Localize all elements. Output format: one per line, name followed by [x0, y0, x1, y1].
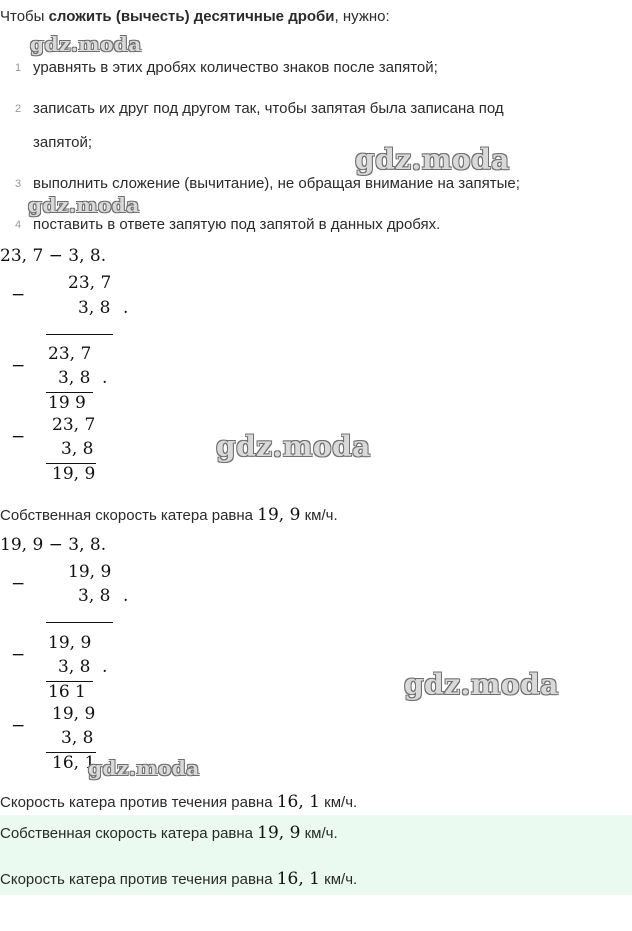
sentence1-unit: км/ч.	[300, 507, 338, 524]
watermark-logo: gdz.moda	[404, 668, 559, 701]
calc2-step1-dot: .	[123, 586, 129, 606]
calc2-step1-minus: −	[11, 574, 26, 594]
answer-line1-text: Собственная скорость катера равна	[0, 825, 258, 842]
calc1-step1-top: 23, 7	[68, 273, 112, 293]
calc1-expression: 23, 7 − 3, 8.	[0, 246, 107, 266]
calc1-step1-dot: .	[123, 298, 129, 318]
step-1-number: 1	[15, 62, 22, 74]
step-1-text: уравнять в этих дробях количество знаков после запятой;	[33, 59, 438, 76]
calc2-step1-top: 19, 9	[68, 562, 112, 582]
step-2-number: 2	[15, 103, 22, 115]
intro-before: Чтобы	[0, 8, 49, 25]
watermark-logo: gdz.moda	[88, 756, 200, 780]
calc2-step1-bottom: 3, 8	[78, 586, 111, 606]
calc2-step2-minus: −	[11, 645, 26, 665]
step-4-number: 4	[15, 219, 22, 231]
calc2-step3-minus: −	[11, 716, 26, 736]
calc2-result: 16, 1	[52, 753, 96, 773]
calc1-step1-line	[46, 334, 113, 335]
sentence2-unit: км/ч.	[319, 794, 358, 811]
calc1-step3-bottom: 3, 8	[61, 439, 94, 459]
intro-text	[0, 8, 390, 25]
step-4-text: поставить в ответе запятую под запятой в данных дробях.	[33, 216, 441, 233]
step-3-text: выполнить сложение (вычитание), не обращая внимание на запятые;	[33, 175, 520, 192]
calc2-expression: 19, 9 − 3, 8.	[0, 535, 107, 555]
answer-line1-value: 19, 9	[257, 823, 301, 843]
watermark-logo: gdz.moda	[216, 430, 371, 463]
calc1-step2-bottom: 3, 8	[58, 368, 91, 388]
calc2-step2-partial: 16 1	[48, 682, 86, 702]
step-2-text: записать их друг под другом так, чтобы запятая была записана под	[33, 100, 504, 117]
calc2-step2-bottom: 3, 8	[58, 657, 91, 677]
answer-box	[0, 815, 632, 895]
sentence2-value: 16, 1	[276, 792, 320, 812]
calc1-step1-bottom: 3, 8	[78, 298, 111, 318]
watermark-logo: gdz.moda	[30, 32, 142, 56]
calc1-step2-partial: 19 9	[48, 393, 86, 413]
calc2-step2-dot: .	[102, 657, 108, 677]
calc1-step3-minus: −	[11, 427, 26, 447]
step-2-text-cont: запятой;	[33, 134, 93, 151]
calc1-step2-dot: .	[102, 368, 108, 388]
calc1-step2-top: 23, 7	[48, 344, 92, 364]
answer-line2-value: 16, 1	[276, 869, 320, 889]
calc2-step1-line	[46, 622, 113, 623]
calc1-result: 19, 9	[52, 464, 96, 484]
sentence1	[0, 505, 338, 525]
calc1-step1-minus: −	[11, 285, 26, 305]
answer-line1	[0, 823, 338, 843]
intro-bold: сложить (вычесть) десятичные дроби	[48, 8, 335, 25]
watermark-logo: gdz.moda	[355, 143, 510, 176]
answer-line2-unit: км/ч.	[319, 871, 358, 888]
calc1-step2-minus: −	[11, 356, 26, 376]
answer-line2	[0, 869, 357, 889]
sentence2	[0, 792, 357, 812]
sentence1-text: Собственная скорость катера равна	[0, 507, 258, 524]
answer-line2-text: Скорость катера против течения равна	[0, 871, 277, 888]
calc1-step3-top: 23, 7	[52, 415, 96, 435]
sentence1-value: 19, 9	[257, 505, 301, 525]
step-3-number: 3	[15, 178, 22, 190]
watermark-logo: gdz.moda	[28, 193, 140, 217]
intro-after: , нужно:	[334, 8, 390, 25]
calc2-step3-bottom: 3, 8	[61, 728, 94, 748]
answer-line1-unit: км/ч.	[300, 825, 338, 842]
calc2-step3-top: 19, 9	[52, 704, 96, 724]
sentence2-text: Скорость катера против течения равна	[0, 794, 277, 811]
calc2-step2-top: 19, 9	[48, 633, 92, 653]
